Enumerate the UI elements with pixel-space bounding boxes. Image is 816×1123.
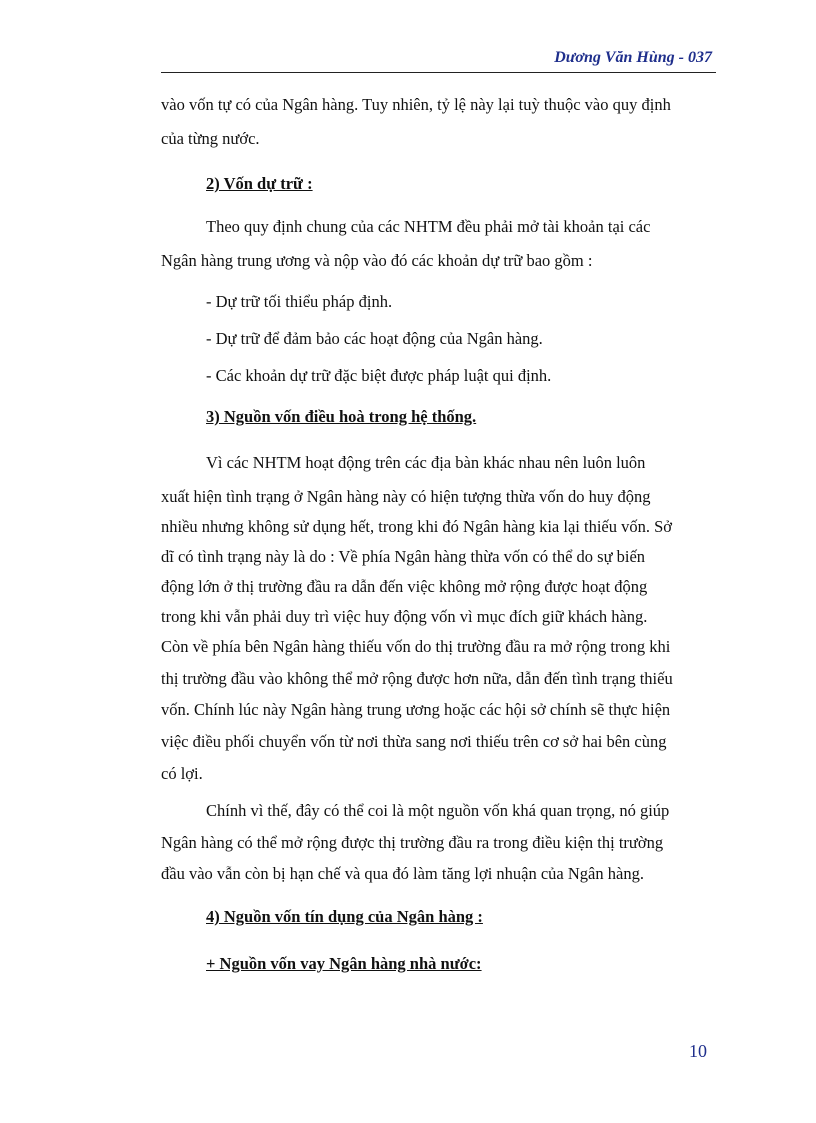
body-line: Còn về phía bên Ngân hàng thiếu vốn do thị trường đầu ra mở rộng trong khi xyxy=(161,637,671,656)
body-line: có lợi. xyxy=(161,764,203,783)
body-line: đầu vào vẫn còn bị hạn chế và qua đó làm tăng lợi nhuận của Ngân hàng. xyxy=(161,864,644,883)
body-line: Chính vì thế, đây có thể coi là một nguồn vốn khá quan trọng, nó giúp xyxy=(206,801,670,820)
body-line: động lớn ở thị trường đầu ra dẫn đến việc không mở rộng được hoạt động xyxy=(161,577,648,596)
body-line: vào vốn tự có của Ngân hàng. Tuy nhiên, tỷ lệ này lại tuỳ thuộc vào quy định xyxy=(161,95,671,114)
section-heading-3: 3) Nguồn vốn điều hoà trong hệ thống. xyxy=(206,407,477,426)
body-line: Vì các NHTM hoạt động trên các địa bàn khác nhau nên luôn luôn xyxy=(206,453,646,472)
body-line: Theo quy định chung của các NHTM đều phải mở tài khoản tại các xyxy=(206,217,651,236)
body-line: trong khi vẫn phải duy trì việc huy động vốn vì mục đích giữ khách hàng. xyxy=(161,607,648,626)
list-item: - Dự trữ để đảm bảo các hoạt động của Ngân hàng. xyxy=(206,329,543,348)
page-number: 10 xyxy=(689,1041,707,1061)
body-line: Ngân hàng có thể mở rộng được thị trường đầu ra trong điều kiện thị trường xyxy=(161,833,664,852)
sub-heading: + Nguồn vốn vay Ngân hàng nhà nước: xyxy=(206,954,482,973)
body-line: nhiều nhưng không sử dụng hết, trong khi đó Ngân hàng kia lại thiếu vốn. Sở xyxy=(161,517,673,536)
header-author: Dương Văn Hùng - 037 xyxy=(554,49,712,66)
body-line: thị trường đầu vào không thể mở rộng được hơn nữa, dẫn đến tình trạng thiếu xyxy=(161,669,673,688)
body-line: dĩ có tình trạng này là do : Về phía Ngân hàng thừa vốn có thể do sự biến xyxy=(161,547,646,566)
body-line: vốn. Chính lúc này Ngân hàng trung ương hoặc các hội sở chính sẽ thực hiện xyxy=(161,700,671,719)
body-line: của từng nước. xyxy=(161,129,260,148)
list-item: - Các khoản dự trữ đặc biệt được pháp luật qui định. xyxy=(206,366,552,385)
body-line: xuất hiện tình trạng ở Ngân hàng này có hiện tượng thừa vốn do huy động xyxy=(161,487,651,506)
body-line: Ngân hàng trung ương và nộp vào đó các khoản dự trữ bao gồm : xyxy=(161,251,593,270)
header-rule xyxy=(161,72,716,73)
section-heading-2: 2) Vốn dự trữ : xyxy=(206,174,313,193)
section-heading-4: 4) Nguồn vốn tín dụng của Ngân hàng : xyxy=(206,907,483,926)
body-line: việc điều phối chuyển vốn từ nơi thừa sang nơi thiếu trên cơ sở hai bên cùng xyxy=(161,732,667,751)
list-item: - Dự trữ tối thiểu pháp định. xyxy=(206,292,393,311)
